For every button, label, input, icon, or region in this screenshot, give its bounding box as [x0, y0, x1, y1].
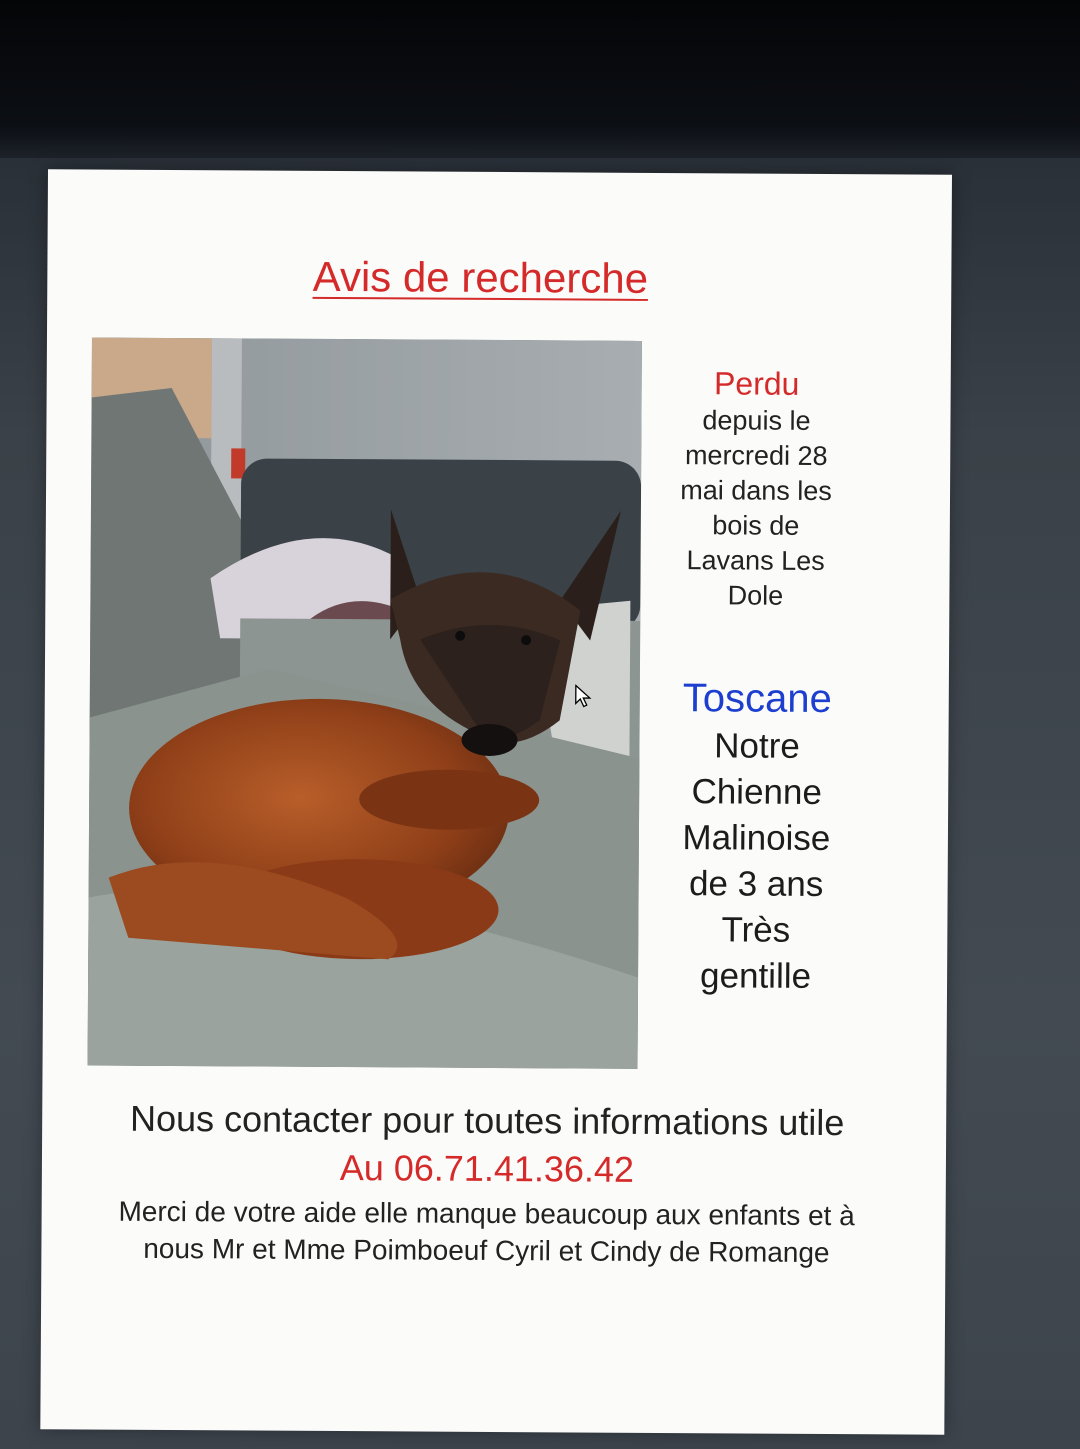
dog-detail-line: gentille — [700, 956, 812, 996]
lost-detail-line: depuis le — [702, 405, 811, 436]
dog-detail-line: Malinoise — [682, 818, 831, 859]
dog-detail-line: Très — [721, 910, 791, 950]
dog-detail-line: Notre — [714, 726, 800, 766]
flyer-title: Avis de recherche — [312, 252, 649, 302]
dog-info — [648, 673, 865, 1000]
lost-detail-line: mai dans les — [680, 475, 832, 507]
contact-text: Nous contacter pour toutes informations utile — [129, 1097, 845, 1144]
dog-name: Toscane — [682, 676, 832, 722]
contact-section — [91, 1095, 882, 1272]
lost-dog-flyer — [40, 169, 952, 1434]
mouse-cursor-icon — [575, 684, 593, 713]
lost-detail-line: Lavans Les — [686, 545, 825, 576]
dog-detail-line: Chienne — [691, 772, 823, 812]
lost-info — [650, 363, 862, 614]
dark-background-top — [0, 0, 1080, 158]
dog-detail-line: de 3 ans — [688, 864, 824, 904]
lost-detail-line: mercredi 28 — [684, 440, 828, 472]
lost-detail-line: Dole — [727, 580, 784, 611]
dog-photo — [88, 338, 642, 1069]
phone-number: Au 06.71.41.36.42 — [339, 1147, 635, 1190]
thanks-message: Merci de votre aide elle manque beaucoup aux enfants et à nous Mr et Mme Poimboeuf Cyril et Cindy de Romange — [118, 1195, 855, 1269]
lost-detail-line: bois de — [712, 510, 800, 541]
lost-label: Perdu — [713, 365, 800, 402]
